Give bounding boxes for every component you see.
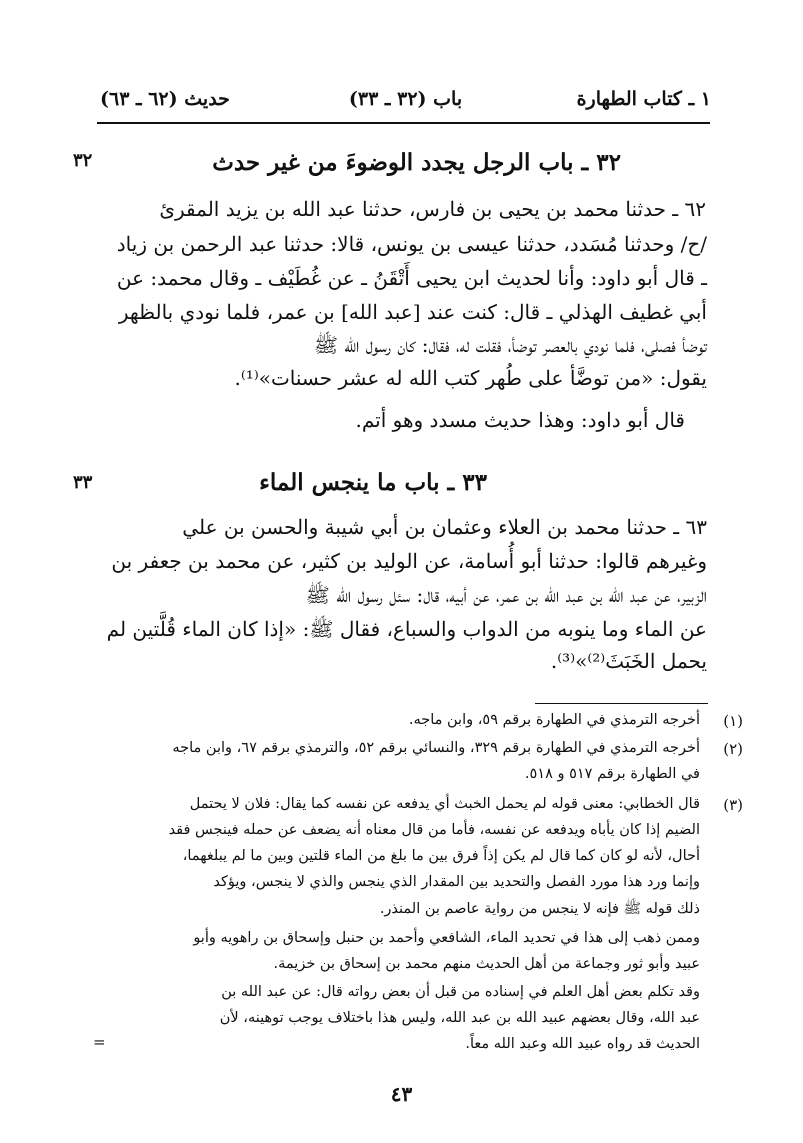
header-book-title: ١ ـ كتاب الطهارة (576, 88, 711, 110)
hadith-line: توضأ فصلى، فلما نودي بالعصر توضأ، فقلت له، فقال: كان رسول الله ﷺ (313, 333, 707, 357)
page-number: ٤٣ (390, 1082, 413, 1106)
footnote-line: وممن ذهب إلى هذا في تحديد الماء، الشافعي وأحمد بن حنبل وإسحاق بن راهويه وأبو (193, 930, 700, 946)
footnote-line: الحديث قد رواه عبيد الله وعبد الله معاً. (465, 1036, 700, 1052)
hadith-line: ٦٢ ـ حدثنا محمد بن يحيى بن فارس، حدثنا عبد الله بن يزيد المقرئ (159, 197, 706, 221)
footnote-line: في الطهارة برقم ٥١٧ و ٥١٨. (524, 766, 700, 782)
footnote-line: أخرجه الترمذي في الطهارة برقم ٣٢٩، والنسائي برقم ٥٢، والترمذي برقم ٦٧، وابن ماجه (172, 740, 700, 756)
section-margin-number: ٣٢ (73, 150, 93, 171)
hadith-line: يحمل الخَبَثَ⁽²⁾»⁽³⁾. (550, 649, 707, 673)
footnote-rule (535, 703, 708, 704)
section-title: ٣٢ ـ باب الرجل يجدد الوضوءَ من غير حدث (212, 149, 621, 176)
footnote-line: أحال، لأنه لو كان كما قال لم يكن إذاً فرق بين ما بلغ من الماء قلتين وبين ما لم يبلغهما، (182, 848, 700, 864)
hadith-line: عن الماء وما ينوبه من الدواب والسباع، فقال ﷺ: «إذا كان الماء قُلَّتين لم (106, 617, 707, 641)
hadith-line: وغيرهم قالوا: حدثنا أبو أُسامة، عن الوليد بن كثير، عن محمد بن جعفر بن (111, 549, 707, 573)
header-chapter-range: (٣٢ ـ ٣٣) باب (348, 88, 463, 110)
section-margin-number: ٣٣ (73, 472, 93, 493)
footnote-line: الضيم إذا كان يأباه ويدفعه عن نفسه، فأما من قال معناه أنه يضعف عن حمله فينجس فقد (168, 822, 700, 838)
hadith-line: يقول: «من توضَّأ على طُهر كتب الله له عشر حسنات»⁽¹⁾. (234, 366, 707, 390)
footnote-number: (٢) (723, 740, 743, 758)
hadith-line: قال أبو داود: وهذا حديث مسدد وهو أتم. (355, 408, 685, 432)
footnote-line: عبيد وأبو ثور وجماعة من أهل الحديث منهم محمد بن إسحاق بن خزيمة. (273, 956, 700, 972)
footnote-number: (١) (723, 712, 743, 730)
footnote-line: وإنما ورد هذا مورد الفصل والتحديد بين المقدار الذي ينجس والذي لا ينجس، ويؤكد (213, 874, 700, 890)
footnote-line: وقد تكلم بعض أهل العلم في إسناده من قبل أن بعض رواته قال: عن عبد الله بن (221, 984, 700, 1000)
header-hadith-range: (٦٢ ـ ٦٣) حديث (100, 88, 230, 110)
section-title: ٣٣ ـ باب ما ينجس الماء (259, 469, 487, 496)
hadith-line: الزبير، عن عبد الله بن عبد الله بن عمر، عن أبيه، قال: سئل رسول الله ﷺ (305, 583, 707, 607)
hadith-line: ٦٣ ـ حدثنا محمد بن العلاء وعثمان بن أبي شيبة والحسن بن علي (182, 515, 707, 539)
hadith-line: ـ قال أبو داود: وأنا لحديث ابن يحيى أَتْقَنُ ـ عن غُطَيْف ـ وقال محمد: عن (116, 266, 707, 290)
header-rule (97, 122, 710, 124)
continuation-mark: = (93, 1033, 106, 1051)
footnote-line: عبد الله، وقال بعضهم عبيد الله بن عبد الله، وليس هذا باختلاف يوجب توهينه، لأن (219, 1010, 700, 1026)
running-header (100, 88, 711, 122)
footnote-number: (٣) (723, 796, 743, 814)
footnote-line: ذلك قوله ﷺ فإنه لا ينجس من رواية عاصم بن المنذر. (379, 901, 700, 917)
footnote-line: أخرجه الترمذي في الطهارة برقم ٥٩، وابن ماجه. (408, 712, 700, 728)
hadith-line: /ح/ وحدثنا مُسَدد، حدثنا عيسى بن يونس، قالا: حدثنا عبد الرحمن بن زياد (116, 232, 707, 256)
hadith-line: أبي غطيف الهذلي ـ قال: كنت عند [عبد الله] بن عمر، فلما نودي بالظهر (118, 300, 707, 324)
footnote-line: قال الخطابي: معنى قوله لم يحمل الخبث أي يدفعه عن نفسه كما يقال: فلان لا يحتمل (189, 796, 700, 812)
